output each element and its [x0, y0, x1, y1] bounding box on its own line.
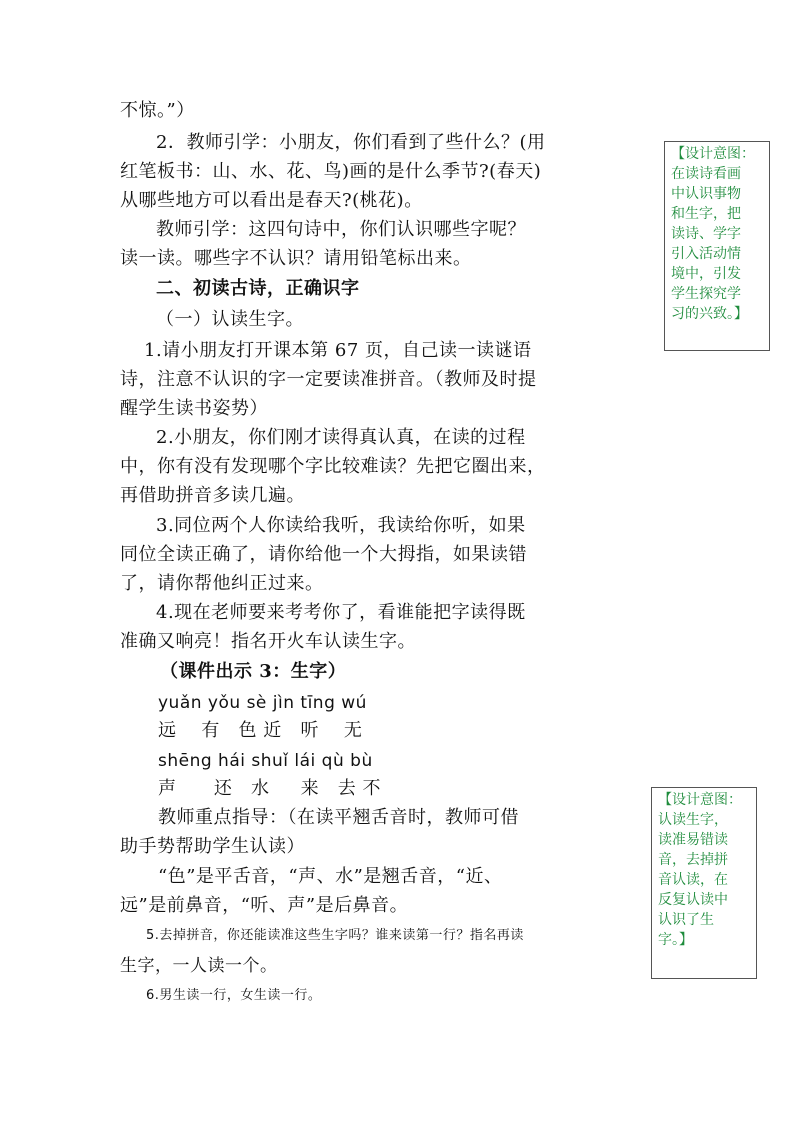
design-note-line: 反复认读中 — [658, 892, 728, 908]
design-note-line: 学生探究学 — [671, 286, 741, 302]
design-note-line: 境中，引发 — [671, 266, 741, 282]
text-line: 教师引学：这四句诗中，你们认识哪些字呢？ — [156, 219, 526, 240]
design-note-line: 引入活动情 — [671, 246, 741, 262]
design-note-line: 读诗、学字 — [671, 226, 741, 242]
text-line: 醒学生读书姿势） — [120, 398, 268, 419]
text-line: 了，请你帮他纠正过来。 — [120, 573, 324, 594]
text-line: 中，你有没有发现哪个字比较难读？先把它圈出来， — [120, 456, 546, 477]
section-heading: 二、初读古诗，正确识字 — [156, 278, 360, 299]
design-note-box — [664, 141, 770, 351]
text-line: 2．教师引学：小朋友，你们看到了些什么？(用 — [156, 132, 546, 153]
text-line: “色”是平舌音，“声、水”是翘舌音，“近、 — [158, 866, 503, 887]
design-note-line: 中认识事物 — [671, 186, 741, 202]
character-row: 远 有 色 近 听 无 — [158, 720, 363, 741]
text-line: 红笔板书：山、水、花、鸟)画的是什么季节?(春天) — [120, 161, 542, 182]
text-line: 准确又响亮！指名开火车认读生字。 — [120, 631, 416, 652]
design-note-line: 【设计意图： — [671, 146, 755, 162]
design-note-line: 认识了生 — [658, 912, 714, 928]
text-line: 6.男生读一行，女生读一行。 — [146, 988, 322, 1003]
text-line: 5.去掉拼音，你还能读准这些生字吗？谁来读第一行？指名再读 — [146, 928, 524, 943]
courseware-heading: （课件出示 3：生字） — [160, 661, 347, 682]
text-line: 不惊。”） — [120, 100, 195, 121]
character-row: 声 还 水 来 去 不 — [158, 778, 381, 799]
text-line: 生字，一人读一个。 — [120, 956, 278, 976]
design-note-line: 字。】 — [658, 932, 693, 948]
text-line: 4.现在老师要来考考你了，看谁能把字读得既 — [156, 602, 526, 623]
text-line: 2.小朋友，你们刚才读得真认真，在读的过程 — [156, 427, 526, 448]
text-line: 再借助拼音多读几遍。 — [120, 485, 305, 506]
design-note-line: 音，去掉拼 — [658, 852, 728, 868]
text-line: 远”是前鼻音，“听、声”是后鼻音。 — [120, 895, 409, 916]
design-note-line: 认读生字， — [658, 812, 728, 828]
subsection-heading: （一）认读生字。 — [156, 309, 304, 330]
text-line: 诗，注意不认识的字一定要读准拼音。（教师及时提 — [120, 369, 537, 390]
text-line: 3.同位两个人你读给我听，我读给你听，如果 — [156, 515, 526, 536]
text-line: 教师重点指导：（在读平翘舌音时，教师可借 — [158, 807, 519, 828]
design-note-line: 【设计意图： — [658, 792, 742, 808]
design-note-box — [651, 787, 757, 979]
pinyin-row: shēng hái shuǐ lái qù bù — [158, 751, 373, 771]
text-line: 助手势帮助学生认读） — [120, 836, 305, 857]
pinyin-row: yuǎn yǒu sè jìn tīng wú — [158, 693, 367, 713]
text-line: 1.请小朋友打开课本第 67 页，自己读一读谜语 — [144, 340, 532, 361]
design-note-line: 和生字，把 — [671, 206, 741, 222]
design-note-line: 读准易错读 — [658, 832, 728, 848]
design-note-line: 习的兴致。】 — [671, 306, 748, 322]
design-note-line: 音认读，在 — [658, 872, 728, 888]
text-line: 读一读。哪些字不认识？请用铅笔标出来。 — [120, 248, 472, 269]
design-note-line: 在读诗看画 — [671, 166, 741, 182]
text-line: 从哪些地方可以看出是春天?(桃花)。 — [120, 190, 423, 211]
text-line: 同位全读正确了，请你给他一个大拇指，如果读错 — [120, 544, 527, 565]
